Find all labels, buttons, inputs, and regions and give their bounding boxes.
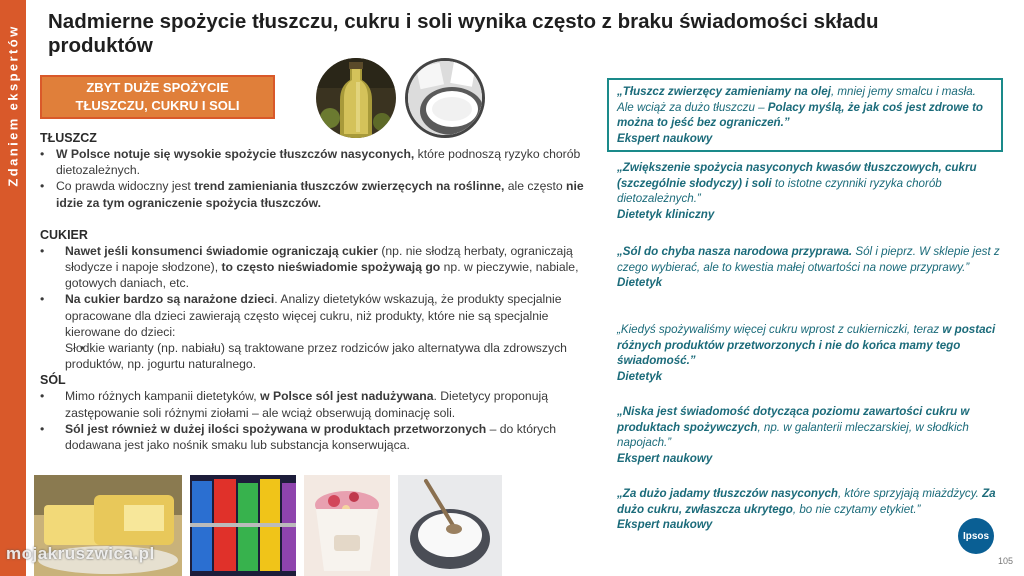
- salt-heading: SÓL: [40, 373, 66, 388]
- quote-author: Dietetyk kliniczny: [617, 207, 715, 221]
- side-bar: [0, 0, 26, 576]
- watermark: mojakruszwica.pl: [6, 544, 155, 563]
- quote-author: Ekspert naukowy: [617, 131, 713, 145]
- quote-author: Dietetyk: [617, 276, 663, 289]
- soda-cans-photo: [190, 475, 296, 576]
- list-item: • Sól jest również w dużej ilości spożywana w produktach przetworzonych – do których dodawana jest jako nośnik smaku lub substancja konserwująca.: [40, 421, 590, 453]
- sub-list-item: • Słodkie warianty (np. nabiału) są traktowane przez rodziców jako alternatywa dla zdrowszych produktów, np. jogurtu naturalnego.: [40, 340, 590, 372]
- fat-heading: TŁUSZCZ: [40, 131, 97, 145]
- quote-2: „Zwiększenie spożycia nasyconych kwasów tłuszczowych, cukru (szczególnie słodyczy) i soli to istotne czynniki ryzyka chorób dietozależnych.” Dietetyk kliniczny: [617, 161, 977, 221]
- page-title: Nadmierne spożycie tłuszczu, cukru i soli wynika często z braku świadomości składu produktów: [48, 10, 879, 57]
- sugar-heading: CUKIER: [40, 227, 88, 242]
- sugar-bowl-photo: [405, 58, 485, 138]
- list-item: • Nawet jeśli konsumenci świadomie ograniczają cukier (np. nie słodzą herbaty, ograniczają słodycze i napoje słodzone), to często nieświadomie spożywają go np. w pieczywie, nabiale, gotowych daniach, etc.: [40, 243, 590, 292]
- quote-5: „Niska jest świadomość dotycząca poziomu zawartości cukru w produktach spożywczych, np. w galanterii mleczarskiej, w słodkich napojach.” Ekspert naukowy: [617, 405, 970, 465]
- quote-1: „Tłuszcz zwierzęcy zamieniamy na olej, mniej jemy smalcu i masła. Ale wciąż za dużo tłuszczu – Polacy myślą, że jak coś jest zdrowe to można to jeść bez ograniczeń.” Ekspert naukowy: [607, 78, 1003, 152]
- list-item: • Co prawda widoczny jest trend zamieniania tłuszczów zwierzęcych na roślinne, ale często nie idzie za tym ograniczenie spożycia tłuszczów.: [40, 178, 590, 210]
- topic-badge: [40, 75, 275, 119]
- sidebar-label: Zdaniem ekspertów: [5, 23, 21, 187]
- badge-line-2: TŁUSZCZU, CUKRU I SOLI: [75, 98, 240, 113]
- page-number: 105: [998, 556, 1014, 566]
- quote-6: „Za dużo jadamy tłuszczów nasyconych, które sprzyjają miażdżycy. Za dużo cukru, zwłaszcza ukrytego, bo nie czytamy etykiet.” Ekspert naukowy: [617, 487, 996, 531]
- quote-4: „Kiedyś spożywaliśmy więcej cukru wprost z cukierniczki, teraz w postaci różnych produktów przetworzonych i nie do końca mamy tego świadomość.” Dietetyk: [617, 323, 996, 383]
- badge-line-1: ZBYT DUŻE SPOŻYCIE: [86, 80, 229, 95]
- list-item: • W Polsce notuje się wysokie spożycie tłuszczów nasyconych, które podnoszą ryzyko chorób dietozależnych.: [40, 146, 590, 178]
- list-item: • Na cukier bardzo są narażone dzieci. Analizy dietetyków wskazują, że produkty specjalnie opracowane dla dzieci zawierają często więcej cukru, niż produkty, które nie są specjalnie kierowane do dzieci:: [40, 291, 590, 340]
- quote-author: Ekspert naukowy: [617, 518, 713, 531]
- ipsos-logo: Ipsos: [958, 518, 994, 554]
- salt-bowl-photo: [398, 475, 502, 576]
- main-content: [40, 130, 590, 453]
- quote-author: Dietetyk: [617, 369, 663, 383]
- sugar-list: [40, 243, 590, 373]
- yogurt-photo: [304, 475, 390, 576]
- list-item: • Mimo różnych kampanii dietetyków, w Polsce sól jest nadużywana. Dietetycy proponują zastępowanie soli różnymi ziołami – ale wciąż obserwują dominację soli.: [40, 388, 590, 420]
- quote-3: „Sól do chyba nasza narodowa przyprawa. Sól i pieprz. W sklepie jest z czego wybierać, ale to kwestia małej otwartości na nowe przyprawy.” Dietetyk: [617, 245, 1000, 289]
- salt-list: [40, 388, 590, 453]
- fat-list: [40, 146, 590, 211]
- oil-bottle-photo: [316, 58, 396, 138]
- quote-author: Ekspert naukowy: [617, 451, 713, 465]
